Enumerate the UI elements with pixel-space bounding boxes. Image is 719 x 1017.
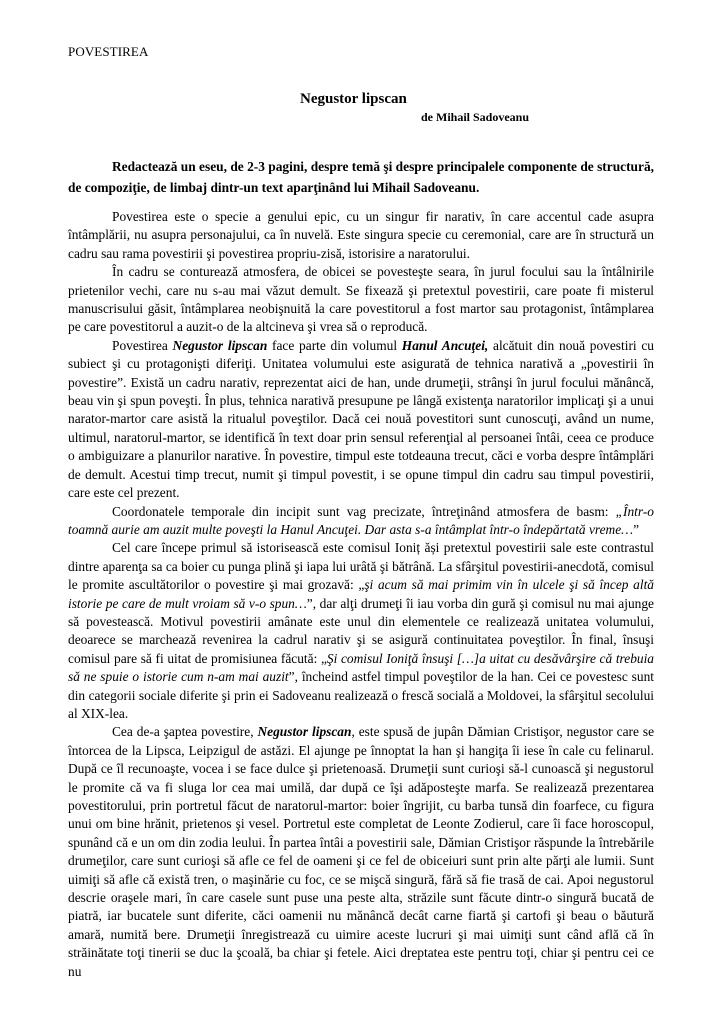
paragraph-3-text-c: face parte din volumul	[267, 337, 402, 353]
paragraph-5-text-c: ”, dar alţi drumeţi îi iau vorba din gură şi comisul nu mai ajunge să povestească. Motivul povestirii amânate este unul din elementele ce realizează unitatea volumului, deoarece se marchează revenirea la cadrul narativ şi se asigură continuitatea poveştilor. În final, însuşi comisul pare să fi uitat de promisiunea făcută: „	[68, 595, 655, 666]
incipit-quote: „Într-o toamnă aurie am auzit multe poveşti la Hanul Ancuţei. Dar asta s-a întâmplat într-o îndepărtată vreme…	[68, 503, 654, 537]
paragraph-4-text-a: Coordonatele temporale din incipit sunt vag precizate, întreţinând atmosfera de basm:	[112, 503, 616, 519]
running-header: POVESTIREA	[68, 44, 149, 59]
document-title: Negustor lipscan	[300, 91, 407, 107]
essay-body	[68, 208, 654, 981]
paragraph-6	[68, 723, 654, 981]
paragraph-5-text-e: ”, încheind astfel timpul poveştilor de la han. Cei ce povestesc sunt din categorii sociale diferite şi prin ei Sadoveanu realizează o frescă socială a Moldovei, la sfârşitul secolului al XIX-lea.	[68, 669, 655, 721]
paragraph-3	[68, 337, 654, 503]
comis-promise-quote: şi acum să mai primim vin în ulcele şi să încep altă istorie pe care de mult vroiam să v-o spun…	[68, 577, 654, 611]
paragraph-1: Povestirea este o specie a genului epic, cu un singur fir narativ, în care accentul cade asupra întâmplării, nu asupra personajului, ca în nuvelă. Este singura specie cu ceremonial, care are în structură un cadru sau rama povestirii şi povestirea propriu-zisă, istorisire a naratorului.	[68, 209, 654, 261]
document-author: de Mihail Sadoveanu	[421, 110, 530, 124]
volume-title-hanul: Hanul Ancuţei,	[401, 337, 489, 353]
paragraph-5-text-a: Cel care începe primul să istorisească este comisul Ioniț ăși pretextul povestirii sale este contrastul dintre aparenţa sa ca boier cu punga plină şi iapa lui urâtă şi bătrână. La sfârşitul povestirii-anecdotă, comisul le promite ascultătorilor o povestire şi mai grozavă: „	[68, 540, 654, 593]
paragraph-3-text-a: Povestirea	[112, 337, 173, 353]
paragraph-6-text-a: Cea de-a şaptea povestire,	[112, 724, 258, 740]
paragraph-2: În cadru se conturează atmosfera, de obicei se povesteşte seara, în jurul focului sau la întâlnirile prietenilor vechi, care nu s-au mai văzut demult. Se fixează şi pretextul povestirii, care poate fi misterul manuscrisului găsit, întâmplarea neobişnuită la care povestitorul a fost martor sau protagonist, întâmplarea pe care povestitorul a auzit-o de la altcineva şi vrea să o reproducă.	[68, 264, 654, 335]
assignment-prompt: Redactează un eseu, de 2-3 pagini, despre temă şi despre principalele componente de structură, de compoziţie, de limbaj dintr-un text aparţinând lui Mihail Sadoveanu.	[68, 159, 654, 195]
comis-forgot-quote: Şi comisul Ioniţă însuşi […]a uitat cu desăvârşire că trebuia să ne spuie o istorie cum n-am mai auzit	[68, 650, 654, 685]
paragraph-3-text-e: alcătuit din nouă povestiri cu subiect şi cu protagonişti diferiţi. Unitatea volumului este asigurată de tehnica narativă a „povestirii în povestire”. Există un cadru narativ, reprezentat aici de han, unde drumeţii, strânşi în jurul focului mănâncă, beau vin şi spun poveşti. În plus, tehnica narativă presupune pe lângă existenţa naratorilor implicaţi şi a unui narator-martor care asistă la ritualul poveştilor. Dacă cei nouă povestitori sunt cunoscuţi, având un nume, ultimul, naratorul-martor, se identifică în text doar prin sensul referenţial al persoanei întâi, ceea ce produce o ambiguizare a planurilor narative. În povestire, timpul este totdeauna trecut, căci e vorba despre întâmplări de demult. Acestui timp trecut, numit şi timpul povestit, i se opune timpul din cadru sau timpul povestirii, care este cel prezent.	[68, 337, 654, 501]
work-title-negustor: Negustor lipscan	[172, 337, 268, 353]
paragraph-4-text-c: ”	[633, 521, 640, 537]
paragraph-4	[68, 503, 654, 540]
paragraph-5	[68, 539, 654, 723]
paragraph-6-text-c: , este spusă de jupân Dămian Cristişor, negustor care se întorcea de la Lipsca, Leipzigul de astăzi. El ajunge pe înnoptat la han şi hangiţa îi iese în cale cu felinarul. După ce îl recunoaşte, vocea i se face dulce şi prietenoasă. Drumeţii sunt curioşi să-l cunoască şi negustorul le promite că va fi sluga lor cea mai umilă, dar după ce îşi adăposteşte marfa. Se realizează prezentarea povestitorului, prin portretul făcut de naratorul-martor: boier îngrijit, cu barba tunsă din foarfece, cu figura unui om bine hrănit, prietenos şi vesel. Portretul este completat de Leonte Zodierul, care îi face horoscopul, spunând că e un om din zodia leului. În partea întâi a povestirii sale, Dămian Cristişor răspunde la întrebările drumeţilor, care sunt curioşi să afle ce fel de oameni şi ce fel de obiceiuri sunt prin alte părţi ale lumii. Sunt uimiţi să afle că există tren, o maşinărie cu foc, ce se mişcă singură, fără să fie trasă de cai. Apoi negustorul descrie oraşele mari, în care casele sunt puse una peste alta, străzile sunt făcute dintr-o singură bucată de piatră, iar bucatele sunt diferite, căci oamenii nu mănâncă decât carne fiartă şi cartofi şi beau o băutură amară, numită bere. Drumeţii înregistrează cu uimire aceste lucruri şi mai uimiţi sunt când află că în străinătate toţi tinerii se duc la şcoală, ba chiar şi fetele. Aici dreptatea este pentru toţi, chiar şi pentru cei ce nu	[68, 724, 655, 979]
work-title-negustor-2: Negustor lipscan	[257, 724, 352, 740]
